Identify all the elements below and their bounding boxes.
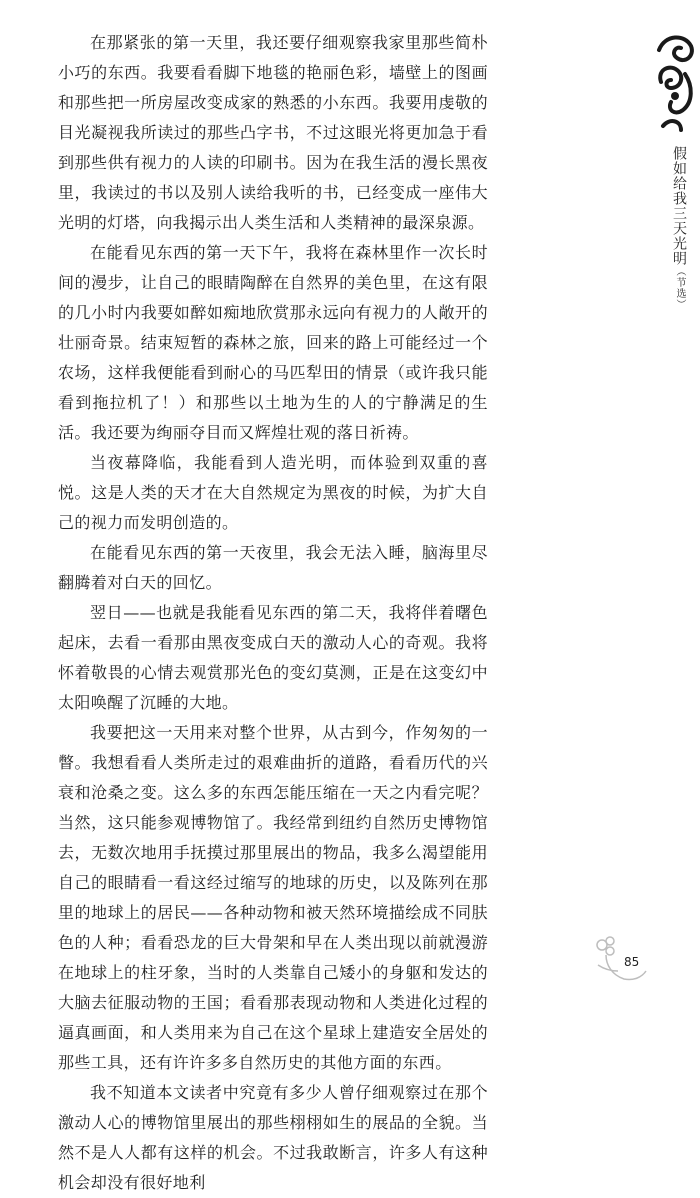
paragraph-4: 在能看见东西的第一天夜里，我会无法入睡，脑海里尽翻腾着对白天的回忆。	[58, 543, 488, 592]
article-body	[58, 28, 488, 1198]
paragraph-6: 我要把这一天用来对整个世界，从古到今，作匆匆的一瞥。我想看看人类所走过的艰难曲折的道路，看看历代的兴衰和沧桑之变。这么多的东西怎能压缩在一天之内看完呢？当然，这只能参观博物馆了。我经常到纽约自然历史博物馆去，无数次地用手抚摸过那里展出的物品，我多么渴望能用自己的眼睛看一看这经过缩写的地球的历史，以及陈列在那里的地球上的居民——各种动物和被天然环境描绘成不同肤色的人种；看看恐龙的巨大骨架和早在人类出现以前就漫游在地球上的柱牙象，当时的人类靠自己矮小的身躯和发达的大脑去征服动物的王国；看看那表现动物和人类进化过程的逼真画面，和人类用来为自己在这个星球上建造安全居处的那些工具，还有许许多多自然历史的其他方面的东西。	[58, 723, 488, 1072]
title-text: 假如给我三天光明	[671, 146, 687, 266]
running-header	[655, 30, 697, 330]
swirl-ornament-icon	[655, 30, 697, 140]
paragraph-2: 在能看见东西的第一天下午，我将在森林里作一次长时间的漫步，让自己的眼睛陶醉在自然界的美色里，在这有限的几小时内我要如醉如痴地欣赏那永远向有视力的人敞开的壮丽奇景。结束短暂的森林之旅，回来的路上可能经过一个农场，这样我便能看到耐心的马匹犁田的情景（或许我只能看到拖拉机了！）和那些以土地为生的人的宁静满足的生活。我还要为绚丽夺目而又辉煌壮观的落日祈祷。	[58, 243, 488, 442]
paragraph-7: 我不知道本文读者中究竟有多少人曾仔细观察过在那个激动人心的博物馆里展出的那些栩栩如生的展品的全貌。当然不是人人都有这样的机会。不过我敢断言，许多人有这种机会却没有很好地利	[58, 1083, 488, 1192]
page-number: 85	[624, 955, 640, 969]
flower-ornament-icon	[590, 935, 650, 985]
subtitle-text: （节选）	[674, 266, 685, 310]
paragraph-5: 翌日——也就是我能看见东西的第二天，我将伴着曙色起床，去看一看那由黑夜变成白天的激动人心的奇观。我将怀着敬畏的心情去观赏那光色的变幻莫测，正是在这变幻中太阳唤醒了沉睡的大地。	[58, 603, 488, 712]
vertical-title	[669, 146, 689, 310]
paragraph-1: 在那紧张的第一天里，我还要仔细观察我家里那些简朴小巧的东西。我要看看脚下地毯的艳丽色彩，墙壁上的图画和那些把一所房屋改变成家的熟悉的小东西。我要用虔敬的目光凝视我所读过的那些凸字书，不过这眼光将更加急于看到那些供有视力的人读的印刷书。因为在我生活的漫长黑夜里，我读过的书以及别人读给我听的书，已经变成一座伟大光明的灯塔，向我揭示出人类生活和人类精神的最深泉源。	[58, 33, 488, 232]
paragraph-3: 当夜幕降临，我能看到人造光明，而体验到双重的喜悦。这是人类的天才在大自然规定为黑夜的时候，为扩大自己的视力而发明创造的。	[58, 453, 488, 532]
